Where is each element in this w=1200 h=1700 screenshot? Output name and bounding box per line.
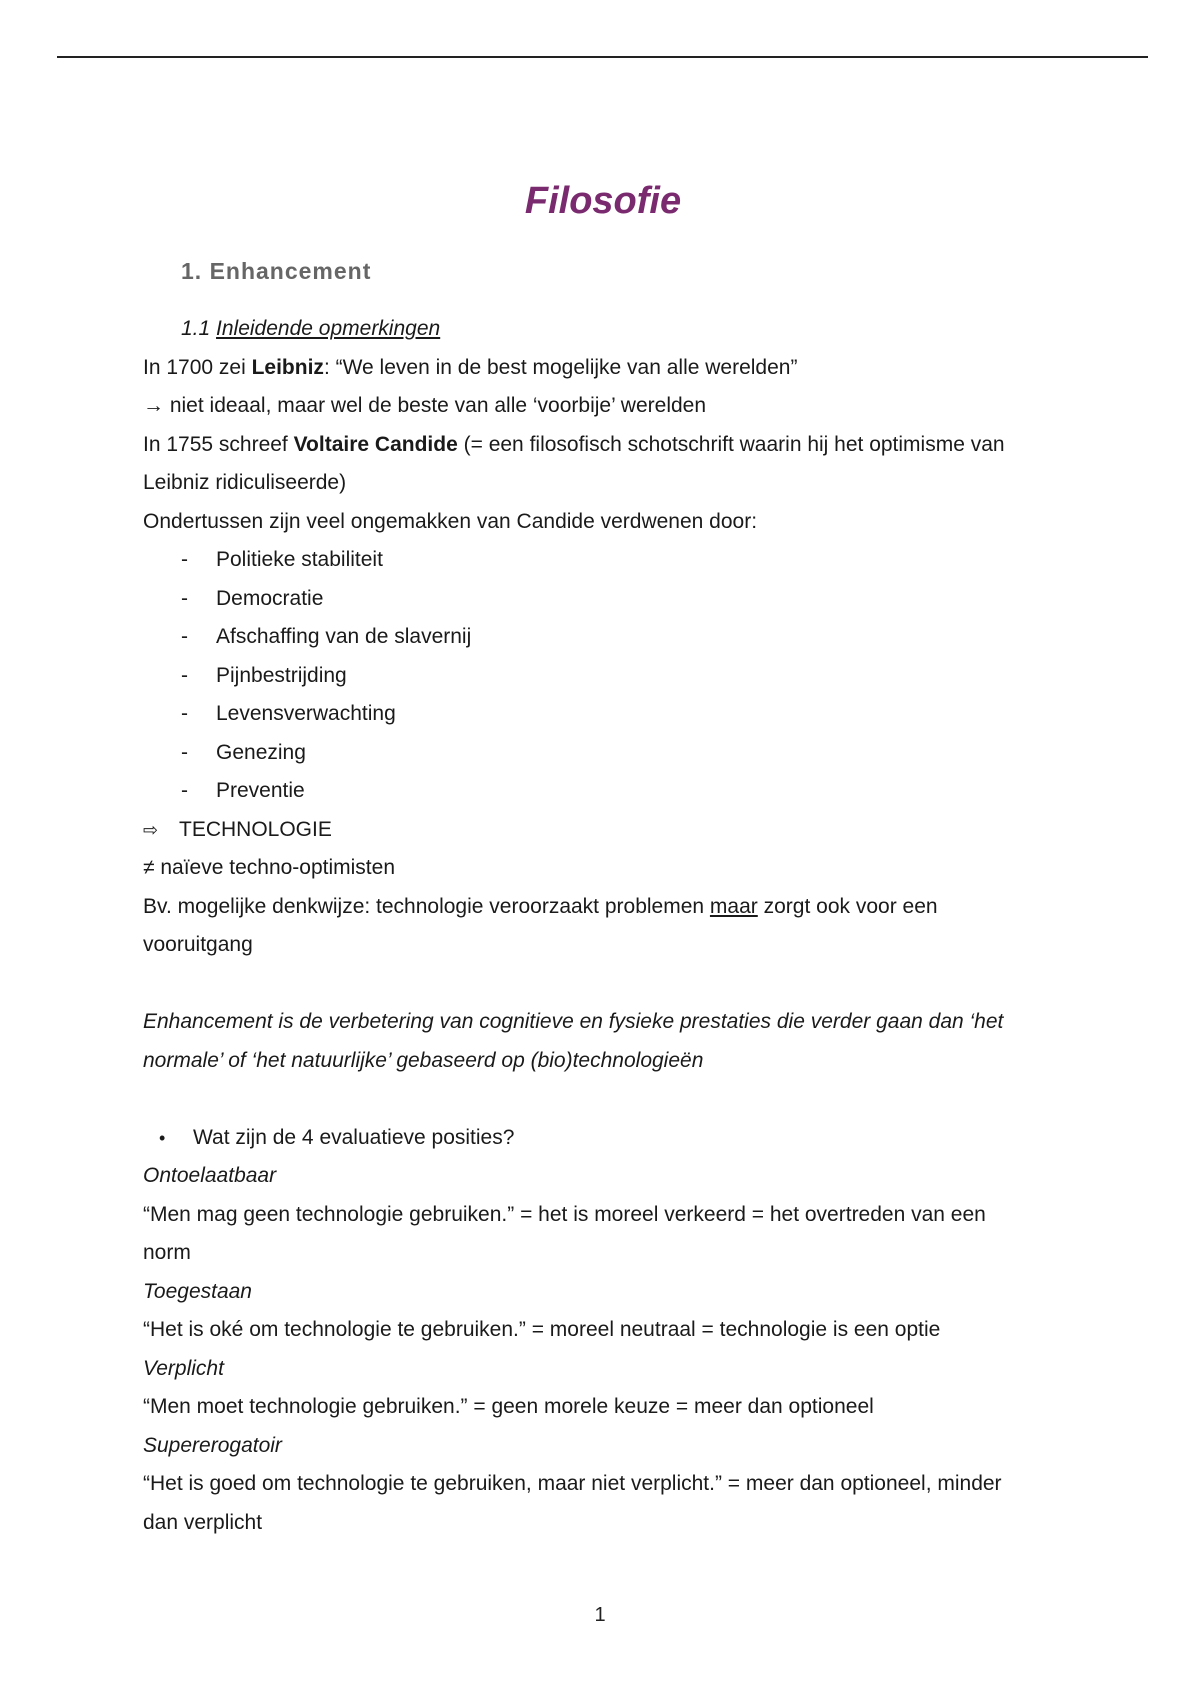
position-label: Supererogatoir bbox=[143, 1433, 282, 1457]
subsection-title: Inleidende opmerkingen bbox=[216, 317, 441, 340]
voltaire-candide: Voltaire Candide bbox=[293, 432, 458, 456]
position-label: Toegestaan bbox=[143, 1279, 252, 1303]
definition-line-2: normale’ of ‘het natuurlijke’ gebaseerd op (bio)technologieën bbox=[143, 1048, 704, 1072]
paragraph-leibniz: In 1700 zei Leibniz: “We leven in de best mogelijke van alle werelden” bbox=[143, 355, 798, 379]
position-text: “Men mag geen technologie gebruiken.” = het is moreel verkeerd = het overtreden van een bbox=[143, 1202, 986, 1226]
position-text: “Het is oké om technologie te gebruiken.” = moreel neutraal = technologie is een optie bbox=[143, 1318, 941, 1341]
paragraph-voltaire-cont: Leibniz ridiculiseerde) bbox=[143, 471, 347, 494]
underlined-maar: maar bbox=[709, 894, 758, 918]
document-body bbox=[143, 310, 1063, 1542]
paragraph-ondertussen: Ondertussen zijn veel ongemakken van Candide verdwenen door: bbox=[143, 509, 758, 533]
list-item: - Democratie bbox=[181, 586, 324, 610]
position-text: “Het is goed om technologie te gebruiken, maar niet verplicht.” = meer dan optioneel, minder bbox=[143, 1472, 1002, 1495]
question-bullet: • Wat zijn de 4 evaluatieve posities? bbox=[143, 1119, 1063, 1158]
paragraph-arrow: → niet ideaal, maar wel de beste van alle ‘voorbije’ werelden bbox=[143, 394, 707, 417]
paragraph-voltaire: In 1755 schreef Voltaire Candide (= een filosofisch schotschrift waarin hij het optimisme van bbox=[143, 432, 1005, 456]
list-item: - Levensverwachting bbox=[181, 702, 396, 725]
paragraph-bv-cont: vooruitgang bbox=[143, 933, 253, 956]
arrow-right-icon: ⇨ bbox=[143, 819, 159, 840]
position-label: Verplicht bbox=[143, 1356, 224, 1380]
position-text: “Men moet technologie gebruiken.” = geen morele keuze = meer dan optioneel bbox=[143, 1395, 874, 1418]
document-title: Filosofie bbox=[524, 180, 682, 222]
list-item: - Genezing bbox=[181, 740, 306, 764]
spacer bbox=[143, 1080, 1063, 1119]
list-item: - Pijnbestrijding bbox=[181, 663, 347, 687]
paragraph-bv: Bv. mogelijke denkwijze: technologie veroorzaakt problemen maar zorgt ook voor een bbox=[143, 894, 938, 918]
technologie-line: ⇨ TECHNOLOGIE bbox=[143, 811, 1063, 850]
list-item: - Preventie bbox=[181, 779, 305, 802]
section-heading: 1. Enhancement bbox=[181, 258, 372, 284]
leibniz-name: Leibniz bbox=[251, 355, 324, 379]
position-label: Ontoelaatbaar bbox=[143, 1164, 277, 1187]
position-text: dan verplicht bbox=[143, 1510, 263, 1534]
bullet-icon: • bbox=[159, 1127, 166, 1148]
list-item: - Politieke stabiliteit bbox=[181, 548, 383, 571]
list-item: - Afschaffing van de slavernij bbox=[181, 625, 472, 648]
definition-line-1: Enhancement is de verbetering van cognitieve en fysieke prestaties die verder gaan dan ‘het bbox=[143, 1010, 1004, 1033]
subsection-heading: 1.1 Inleidende opmerkingen bbox=[181, 317, 441, 340]
position-text: norm bbox=[143, 1241, 191, 1264]
header-rule bbox=[57, 56, 1148, 58]
spacer bbox=[143, 965, 1063, 1004]
page-number: 1 bbox=[594, 1604, 606, 1626]
neq-line: ≠ naïeve techno-optimisten bbox=[143, 856, 395, 879]
